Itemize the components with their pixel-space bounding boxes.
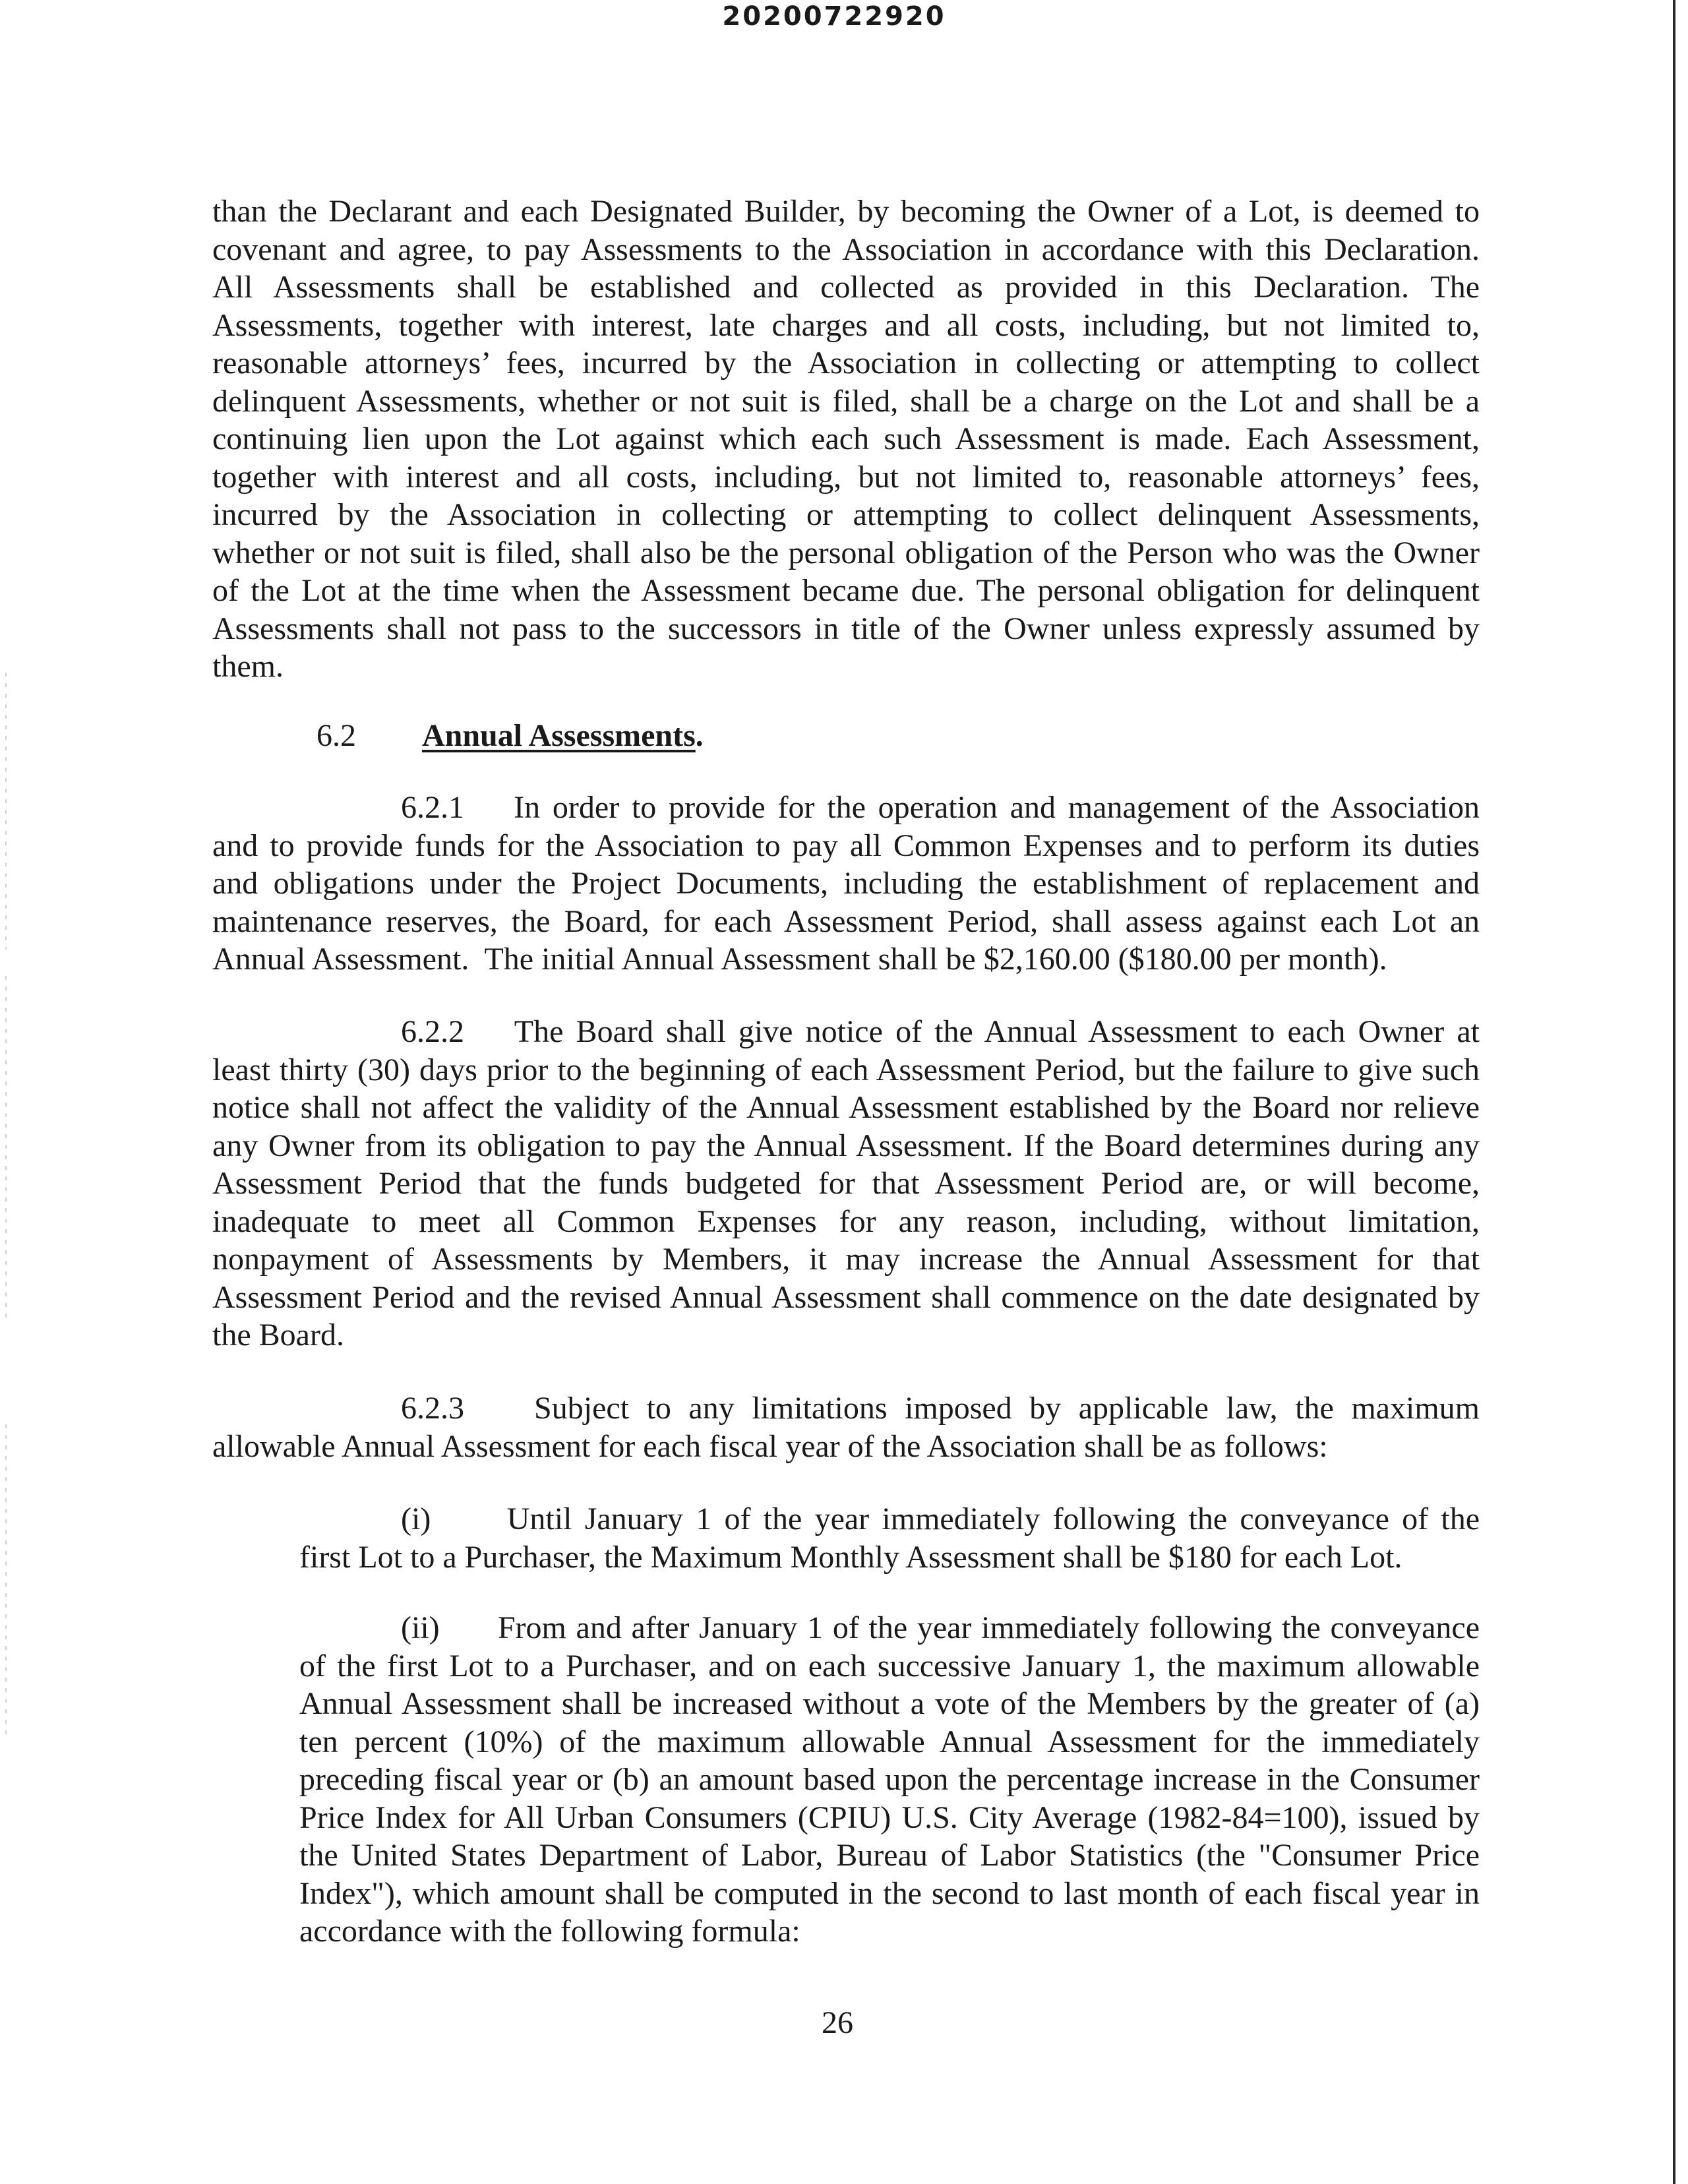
section-title: Annual Assessments xyxy=(422,718,696,753)
text-line: the Board. xyxy=(212,1318,344,1352)
text-line: whether or not suit is filed, shall also be the personal obligation of the Person who was the Owner xyxy=(212,535,1480,570)
paragraph-6-1-continuation xyxy=(212,193,1480,686)
text-line: 6.2.1 In order to provide for the operation and management of the Association xyxy=(401,790,1480,825)
text-line: the United States Department of Labor, Bureau of Labor Statistics (the "Consumer Price xyxy=(299,1838,1480,1873)
paragraph-6-2-1 xyxy=(212,789,1480,979)
text-line: delinquent Assessments, whether or not suit is filed, shall be a charge on the Lot and shall be a xyxy=(212,383,1480,419)
text-line: (i) Until January 1 of the year immediately following the conveyance of the xyxy=(401,1502,1480,1536)
text-line: Assessment Period that the funds budgeted for that Assessment Period are, or will become, xyxy=(212,1166,1480,1201)
text-line: continuing lien upon the Lot against which each such Assessment is made. Each Assessment, xyxy=(212,421,1480,456)
text-line: of the first Lot to a Purchaser, and on each successive January 1, the maximum allowable xyxy=(299,1648,1480,1684)
text-line: accordance with the following formula: xyxy=(299,1914,800,1949)
text-line: of the Lot at the time when the Assessment became due. The personal obligation for delinquent xyxy=(212,573,1480,608)
text-line: maintenance reserves, the Board, for each Assessment Period, shall assess against each Lot an xyxy=(212,903,1480,939)
text-line: (ii) From and after January 1 of the year immediately following the conveyance xyxy=(401,1610,1480,1645)
scan-edge-mark xyxy=(5,1424,7,1741)
section-heading-6-2 xyxy=(316,717,704,754)
scan-edge-mark xyxy=(5,673,7,950)
text-line: Assessments shall not pass to the successors in title of the Owner unless expressly assumed by xyxy=(212,611,1480,646)
paragraph-6-2-3-i xyxy=(299,1500,1480,1576)
text-line: nonpayment of Assessments by Members, it may increase the Annual Assessment for that xyxy=(212,1242,1480,1277)
paragraph-6-2-3 xyxy=(212,1389,1480,1465)
text-line: first Lot to a Purchaser, the Maximum Monthly Assessment shall be $180 for each Lot. xyxy=(299,1539,1402,1575)
text-line: All Assessments shall be established and collected as provided in this Declaration. The xyxy=(212,270,1480,305)
text-line: notice shall not affect the validity of the Annual Assessment established by the Board nor relieve xyxy=(212,1090,1480,1125)
text-line: together with interest and all costs, including, but not limited to, reasonable attorneys’ fees, xyxy=(212,459,1480,495)
text-line: and obligations under the Project Documents, including the establishment of replacement and xyxy=(212,866,1480,901)
text-line: incurred by the Association in collecting or attempting to collect delinquent Assessments, xyxy=(212,497,1480,532)
text-line: inadequate to meet all Common Expenses for any reason, including, without limitation, xyxy=(212,1203,1480,1239)
section-title-period: . xyxy=(695,718,704,753)
page-number: 26 xyxy=(822,2005,853,2040)
text-line: than the Declarant and each Designated Builder, by becoming the Owner of a Lot, is deemed to xyxy=(212,194,1480,229)
text-line: 6.2.2 The Board shall give notice of the Annual Assessment to each Owner at xyxy=(401,1014,1480,1049)
scan-edge-mark xyxy=(5,976,7,1319)
text-line: Price Index for All Urban Consumers (CPIU) U.S. City Average (1982-84=100), issued by xyxy=(299,1800,1480,1835)
text-line: Annual Assessment shall be increased without a vote of the Members by the greater of (a) xyxy=(299,1686,1480,1721)
text-line: Index"), which amount shall be computed in the second to last month of each fiscal year in xyxy=(299,1875,1480,1911)
recording-number: 20200722920 xyxy=(722,1,946,32)
text-line: allowable Annual Assessment for each fiscal year of the Association shall be as follows: xyxy=(212,1428,1328,1464)
paragraph-6-2-2 xyxy=(212,1013,1480,1354)
text-line: Assessments, together with interest, late charges and all costs, including, but not limited to, xyxy=(212,307,1480,343)
text-line: Assessment Period and the revised Annual Assessment shall commence on the date designated by xyxy=(212,1279,1480,1315)
text-line: ten percent (10%) of the maximum allowable Annual Assessment for the immediately xyxy=(299,1724,1480,1759)
text-line: them. xyxy=(212,649,284,684)
text-line: reasonable attorneys’ fees, incurred by the Association in collecting or attempting to collect xyxy=(212,346,1480,380)
text-line: preceding fiscal year or (b) an amount based upon the percentage increase in the Consumer xyxy=(299,1762,1480,1797)
section-number: 6.2 xyxy=(316,718,356,753)
text-line: and to provide funds for the Association to pay all Common Expenses and to perform its duties xyxy=(212,828,1480,863)
paragraph-6-2-3-ii xyxy=(299,1609,1480,1951)
text-line: least thirty (30) days prior to the beginning of each Assessment Period, but the failure to give such xyxy=(212,1052,1480,1087)
text-line: covenant and agree, to pay Assessments to the Association in accordance with this Declaration. xyxy=(212,231,1480,267)
text-line: any Owner from its obligation to pay the Annual Assessment. If the Board determines during any xyxy=(212,1128,1480,1163)
page-edge-border xyxy=(1673,0,1675,2184)
text-line: 6.2.3 Subject to any limitations imposed by applicable law, the maximum xyxy=(401,1391,1480,1426)
text-line: Annual Assessment. The initial Annual Assessment shall be $2,160.00 ($180.00 per month). xyxy=(212,942,1387,977)
